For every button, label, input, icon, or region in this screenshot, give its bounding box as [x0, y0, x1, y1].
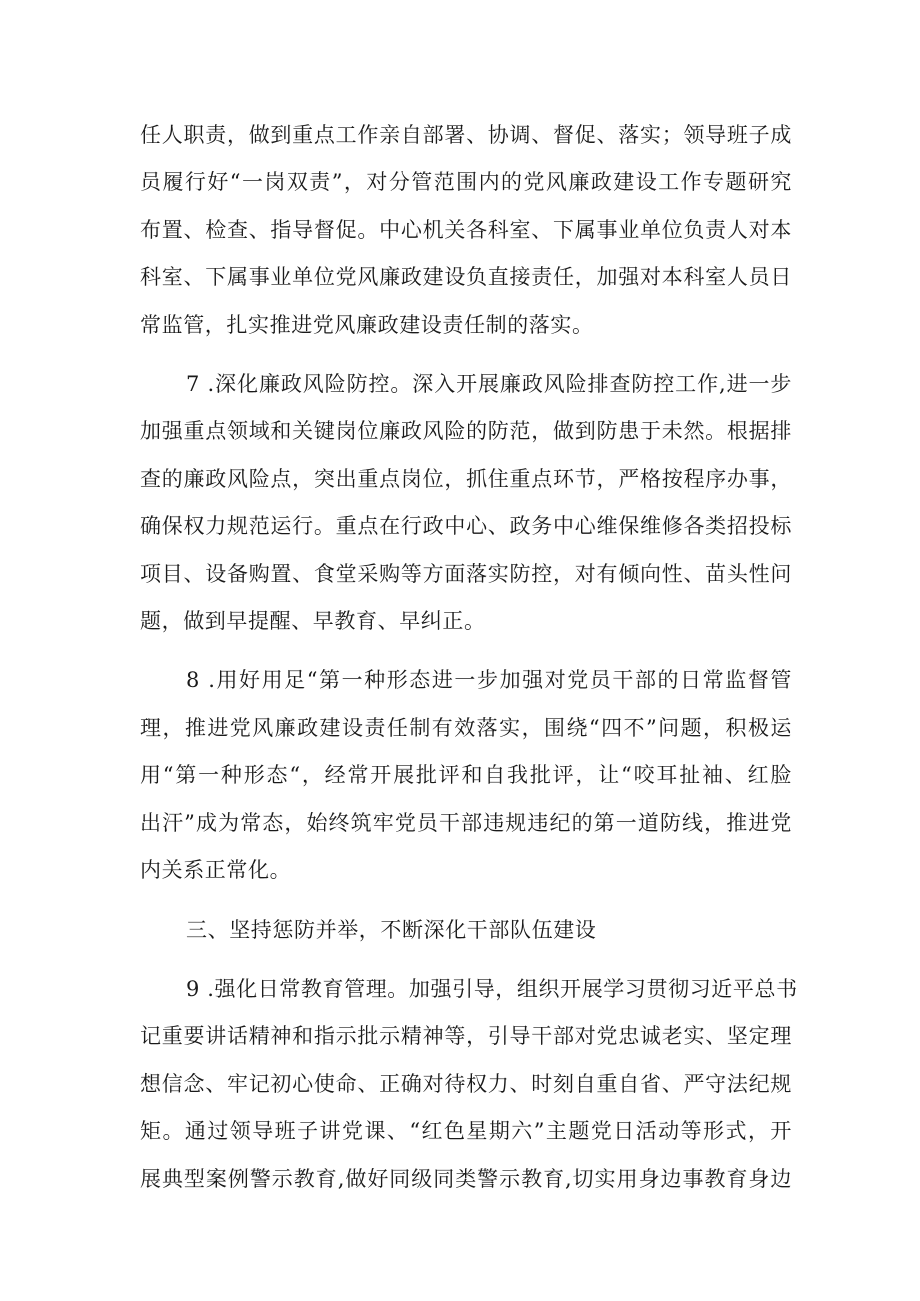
text-line: 项目、设备购置、食堂采购等方面落实防控，对有倾向性、苗头性问	[140, 561, 792, 586]
text-line: 题，做到早提醒、早教育、早纠正。	[140, 609, 486, 634]
text-line: 用“第一种形态“，经常开展批评和自我批评，让“咬耳扯袖、红脸	[140, 763, 792, 788]
text-line: 7 .深化廉政风险防控。深入开展廉政风险排查防控工作,进一步	[186, 372, 792, 397]
text-line: 内关系正常化。	[140, 858, 292, 883]
text-line: 加强重点领域和关键岗位廉政风险的防范，做到防患于未然。根据排	[140, 419, 792, 444]
text-line: 8 .用好用足“第一种形态进一步加强对党员干部的日常监督管	[186, 668, 792, 693]
section-heading: 三、坚持惩防并举，不断深化干部队伍建设	[186, 917, 597, 942]
text-line: 9 .强化日常教育管理。加强引导，组织开展学习贯彻习近平总书	[186, 976, 798, 1001]
text-line: 常监管，扎实推进党风廉政建设责任制的落实。	[140, 312, 594, 337]
paragraph-8	[140, 657, 792, 894]
text-line: 想信念、牢记初心使命、正确对待权力、时刻自重自省、严守法纪规	[140, 1071, 792, 1096]
text-line: 科室、下属事业单位党风廉政建设负直接责任，加强对本科室人员日	[140, 265, 792, 290]
text-line: 展典型案例警示教育,做好同级同类警示教育,切实用身边事教育身边	[140, 1166, 792, 1191]
text-line: 员履行好“一岗双责”，对分管范围内的党风廉政建设工作专题研究	[140, 170, 792, 195]
text-line: 理，推进党风廉政建设责任制有效落实，围绕“四不”问题，积极运	[140, 715, 792, 740]
text-line: 记重要讲话精神和指示批示精神等，引导干部对党忠诚老实、坚定理	[140, 1024, 792, 1049]
paragraph-9	[140, 966, 798, 1203]
text-line: 矩。通过领导班子讲党课、“红色星期六”主题党日活动等形式，开	[140, 1119, 792, 1144]
paragraph-continuation	[140, 112, 792, 349]
text-line: 布置、检查、指导督促。中心机关各科室、下属事业单位负责人对本	[140, 217, 792, 242]
text-line: 出汗”成为常态，始终筑牢党员干部违规违纪的第一道防线，推进党	[140, 810, 792, 835]
paragraph-7	[140, 361, 792, 645]
text-line: 查的廉政风险点，突出重点岗位，抓住重点环节，严格按程序办事，	[140, 466, 792, 491]
text-line: 任人职责，做到重点工作亲自部署、协调、督促、落实；领导班子成	[140, 123, 792, 147]
document-body	[140, 112, 798, 1203]
text-line: 确保权力规范运行。重点在行政中心、政务中心维保维修各类招投标	[140, 514, 792, 539]
